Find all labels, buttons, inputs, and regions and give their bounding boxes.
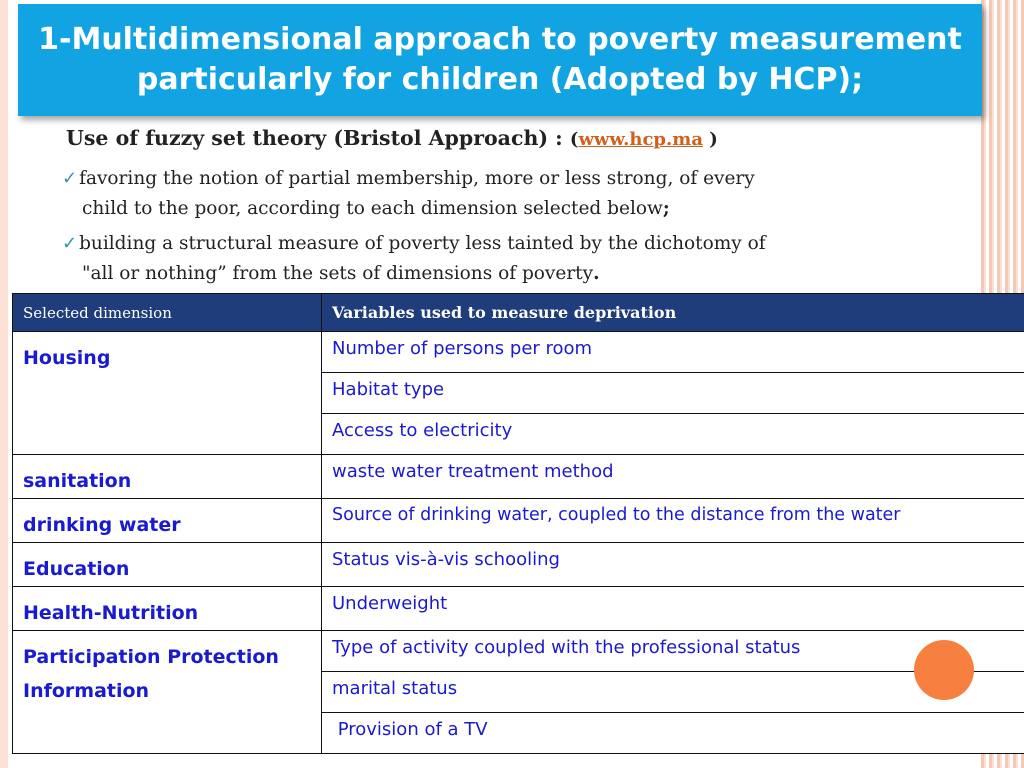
bullet-line-2: child to the poor, according to each dimension selected below (82, 198, 663, 219)
bullet-end: ; (662, 198, 670, 219)
paren-close: ) (703, 129, 718, 150)
variable-cell: Type of activity coupled with the professional status (322, 631, 1024, 672)
checkmark-icon: ✓ (62, 168, 78, 189)
title-line-1: 1-Multidimensional approach to poverty measurement (38, 22, 962, 57)
bullet-item (62, 164, 755, 224)
bullet-line-1: building a structural measure of poverty less tainted by the dichotomy of (79, 233, 766, 254)
table-row (13, 455, 1024, 499)
bullet-end: . (593, 263, 600, 284)
paren-open: ( (569, 129, 579, 150)
header-selected-dimension: Selected dimension (13, 294, 322, 332)
table-header-row (13, 294, 1024, 332)
bullet-line-1: favoring the notion of partial membership, more or less strong, of every (79, 168, 755, 189)
bullet-item (62, 229, 766, 289)
table-row (13, 332, 1024, 373)
subheading (66, 126, 718, 150)
title-line-2: particularly for children (Adopted by HCP); (136, 62, 864, 97)
decorative-orange-circle (914, 640, 974, 700)
dimension-cell: Health-Nutrition (13, 587, 322, 631)
variable-cell: Habitat type (322, 373, 1024, 414)
subheading-text: Use of fuzzy set theory (Bristol Approach) : (66, 126, 570, 150)
dimensions-table (12, 293, 1024, 754)
dimension-cell: sanitation (13, 455, 322, 499)
variable-cell: waste water treatment method (322, 455, 1024, 499)
table-row (13, 499, 1024, 543)
dimension-cell: drinking water (13, 499, 322, 543)
variable-cell: Number of persons per room (322, 332, 1024, 373)
dimension-cell: Housing (13, 332, 322, 455)
variable-cell: marital status (322, 672, 1024, 713)
variable-cell: Status vis-à-vis schooling (322, 543, 1024, 587)
slide-title (18, 4, 982, 116)
header-variables: Variables used to measure deprivation (322, 294, 1024, 332)
variable-cell: Underweight (322, 587, 1024, 631)
variable-cell: Provision of a TV (322, 713, 1024, 754)
dimension-cell: Education (13, 543, 322, 587)
dimension-cell: Participation Protection Information (13, 631, 322, 754)
table-row (13, 543, 1024, 587)
checkmark-icon: ✓ (62, 233, 78, 254)
table-row (13, 631, 1024, 672)
bullet-line-2: "all or nothing” from the sets of dimensions of poverty (82, 263, 594, 284)
hcp-link[interactable]: www.hcp.ma (578, 129, 703, 150)
variable-cell: Access to electricity (322, 414, 1024, 455)
table-row (13, 587, 1024, 631)
variable-cell: Source of drinking water, coupled to the distance from the water (322, 499, 1024, 543)
left-decorative-border (0, 0, 8, 768)
